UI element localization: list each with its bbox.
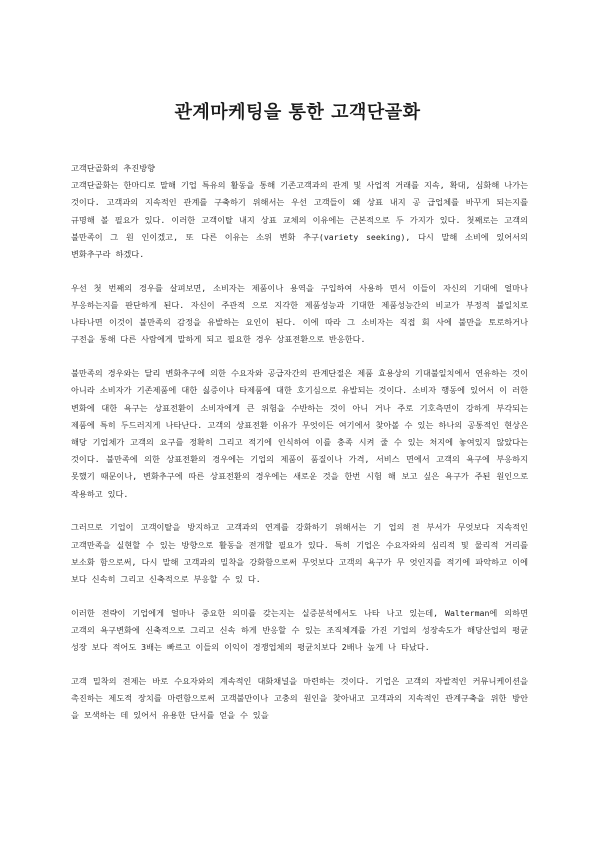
- paragraph-6: 고객 밀착의 전제는 바로 수요자와의 계속적인 대화채널을 마련하는 것이다. 기업은 고객의 자발적인 커뮤니케이션을 촉진하는 제도적 장치를 마련함으로써 고객불만이나 고충의 원인을 찾아내고 고객과의 지속적인 관계구축을 위한 방안 을 모색하는 데 있어서 유용한 단서를 얻을 수 있을: [71, 676, 528, 721]
- paragraph-3: 불만족의 경우와는 달리 변화추구에 의한 수요자와 공급자간의 관계단절은 제품 효용상의 기대불일치에서 연유하는 것이 아니라 소비자가 기존제품에 대한 싫증이나 타제품에 대한 호기심으로 유발되는 것이다. 소비자 행동에 있어서 이 러한 변화에 대한 욕구는 상표전환이 소비자에게 큰 위험을 수반하는 것이 아니 거나 주로 기호측면이 강하게 부각되는 제품에 특히 두드러지게 나타난다. 고객의 상표전환 이유가 무엇이든 여기에서 찾아볼 수 있는 하나의 공통적인 현상은 해당 기업체가 고객의 요구를 정확히 그리고 적기에 인식하여 이를 충족 시켜 줄 수 있는 처지에 놓여있지 않았다는 것이다. 불만족에 의한 상표전환의 경우에는 기업의 제품이 품질이나 가격, 서비스 면에서 고객의 욕구에 부응하지 못했기 때문이나, 변화추구에 따른 상표전환의 경우에는 새로운 것을 한번 시험 해 보고 싶은 욕구가 주된 원인으로 작용하고 있다.: [71, 368, 528, 499]
- section-heading: 고객단골화의 추진방향: [71, 163, 156, 173]
- paragraph-1: 고객단골화는 한마디로 말해 기업 특유의 활동을 통해 기존고객과의 관계 및 사업적 거래를 지속, 확대, 심화해 나가는 것이다. 고객과의 지속적인 관계를 구축하기 위해서는 우선 고객들이 왜 상표 내지 공 급업체를 바꾸게 되는지를 규명해 볼 필요가 있다. 이러한 고객이탈 내지 상표 교체의 이유에는 근본적으로 두 가지가 있다. 첫째로는 고객의 불만족이 그 원 인이겠고, 또 다른 이유는 소위 변화 추구(variety seeking), 다시 말해 소비에 있어서의 변화추구라 하겠다.: [71, 180, 528, 260]
- document-title: 관계마케팅을 통한 고객단골화: [174, 102, 421, 123]
- paragraph-4: 그러므로 기업이 고객이탈을 방지하고 고객과의 연계를 강화하기 위해서는 기 업의 전 부서가 무엇보다 지속적인 고객만족을 실현할 수 있는 방향으로 활동을 전개할 필요가 있다. 특히 기업은 수요자와의 심리적 및 물리적 거리를 보소화 함으로써, 다시 말해 고객과의 밀착을 강화함으로써 무엇보다 고객의 욕구가 무 엇인지를 적기에 파악하고 이에 보다 신속히 그리고 신축적으로 부응할 수 있 다.: [71, 522, 528, 585]
- document-body: [71, 160, 528, 741]
- paragraph-2: 우선 첫 번째의 경우를 살펴보면, 소비자는 제품이나 용역을 구입하여 사용하 면서 이들이 자신의 기대에 얼마나 부응하는지를 판단하게 된다. 자신이 주관적 으로 지각한 제품성능과 기대한 제품성능간의 비교가 부정적 불일치로 나타나면 이것이 불만족의 감정을 유발하는 요인이 된다. 이에 따라 그 소비자는 직접 회 사에 불만을 토로하거나 구전을 통해 다른 사람에게 말하게 되고 필요한 경우 상표전환으로 반응한다.: [71, 282, 528, 345]
- paragraph-5: 이러한 전략이 기업에게 얼마나 중요한 의미를 갖는지는 실증분석에서도 나타 나고 있는데, Walterman에 의하면 고객의 욕구변화에 신축적으로 그리고 신속 하게 반응할 수 있는 조직체계를 가진 기업의 성장속도가 해당산업의 평균 성장 보다 적어도 3배는 빠르고 이들의 이익이 경쟁업체의 평균치보다 2배나 높게 나 타났다.: [71, 607, 528, 653]
